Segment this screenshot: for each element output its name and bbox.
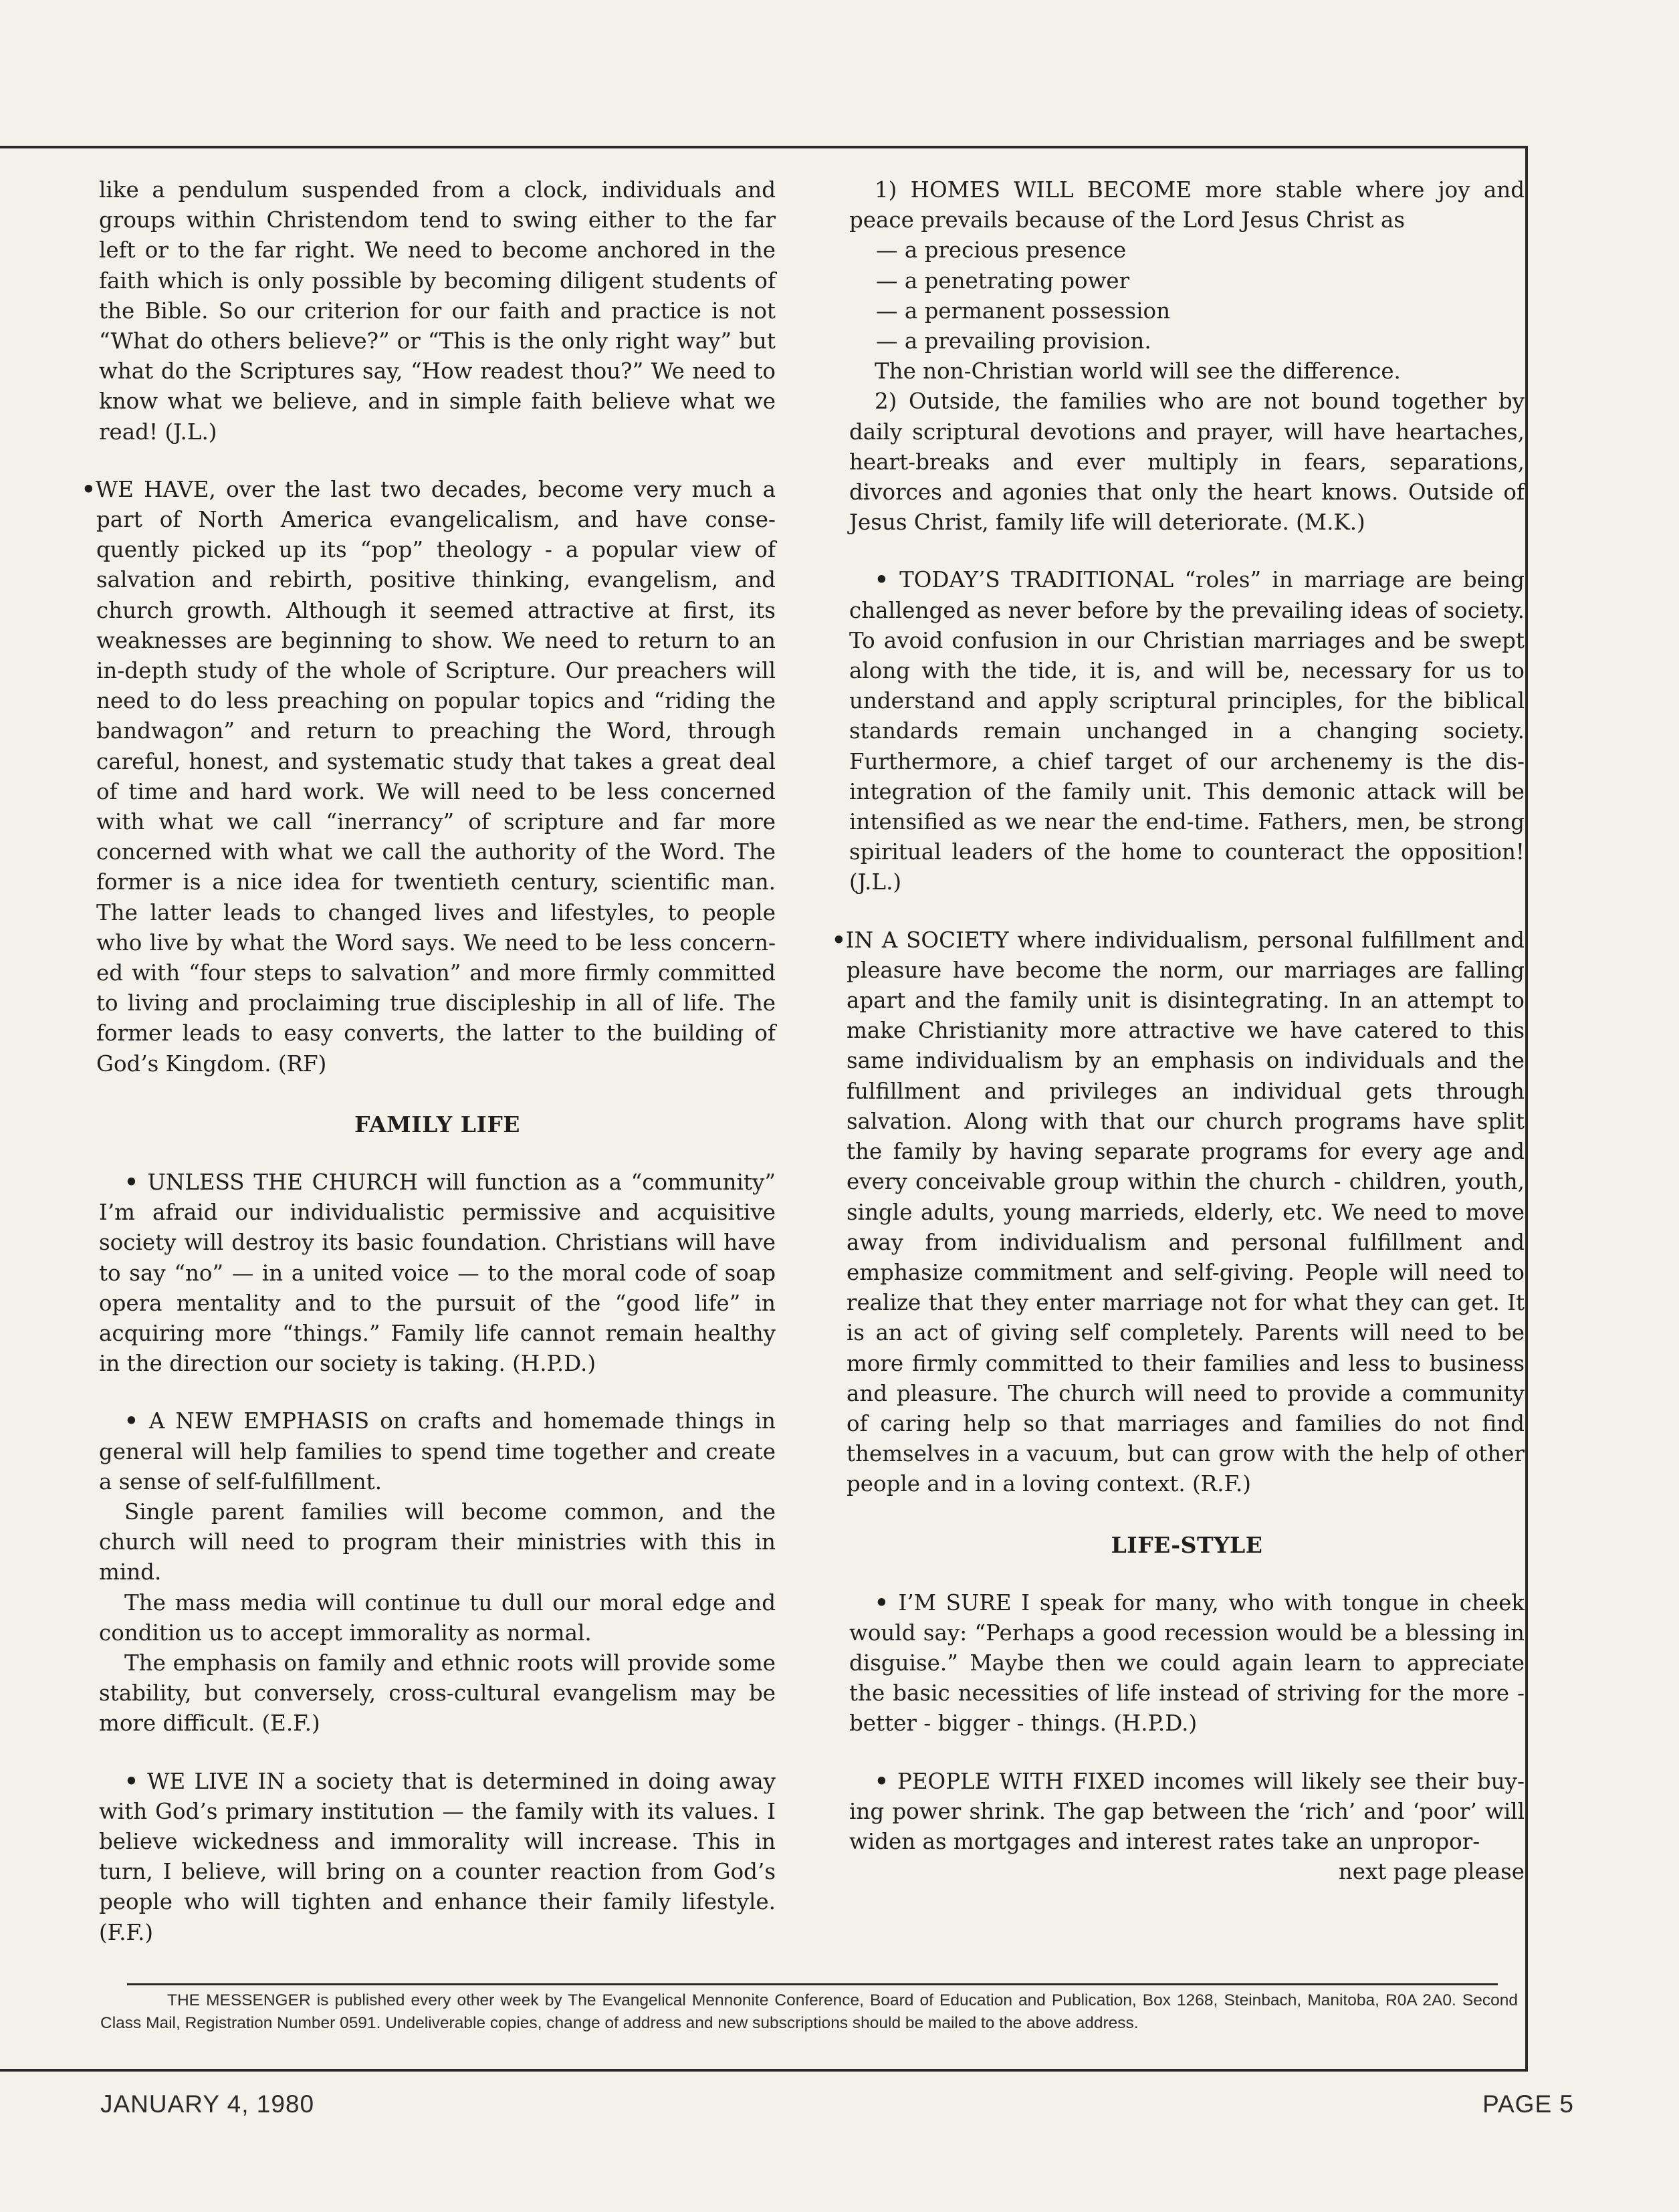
right-paragraph-4 — [849, 564, 1525, 897]
right-paragraph-6-text: I’M SURE I speak for many, who with tongue in cheek would say: “Perhaps a good recession would be a blessing in disguise.” Maybe then we could again learn to appreciate the basic necessities of life instead of striving for the more - better - bigger - things. (H.P.D.) — [849, 1589, 1525, 1737]
continued-note: next page please — [1338, 1859, 1525, 1885]
bullet-icon: • — [124, 1767, 138, 1794]
left-column — [82, 175, 776, 1948]
page-number: PAGE 5 — [1482, 2090, 1574, 2118]
left-paragraph-5: Single parent families will become common, and the church will need to program their ministries with this in mind. — [99, 1499, 776, 1585]
right-paragraph-1: 1) HOMES WILL BECOME more stable where joy and peace prevails because of the Lord Jesus Christ as — [849, 177, 1525, 233]
dash-item: — a prevailing provision. — [876, 328, 1151, 354]
right-paragraph-2: The non-Christian world will see the difference. — [875, 358, 1401, 384]
bullet-icon: • — [875, 1589, 889, 1616]
bullet-icon: • — [124, 1408, 138, 1434]
left-paragraph-2 — [82, 474, 776, 1079]
bullet-icon: • — [875, 566, 889, 593]
bullet-icon: • — [875, 1767, 889, 1794]
dash-item: — a permanent possession — [876, 298, 1171, 324]
left-paragraph-8-text: WE LIVE IN a society that is determined in doing away with God’s primary institution — the family with its values. I believe wickedness and immorality will increase. This in turn, I believe, will bring on a counter reaction from God’s people who will tighten and enhance their family lifestyle. (F.F.) — [99, 1768, 776, 1945]
right-paragraph-7 — [849, 1766, 1525, 1858]
footer-divider — [127, 1983, 1498, 1985]
left-paragraph-8 — [99, 1766, 776, 1948]
left-paragraph-7: The emphasis on family and ethnic roots will provide some stability, but conversely, cross-cultural evangelism may be more difficult. (E.F.) — [99, 1650, 776, 1737]
right-paragraph-3: 2) Outside, the families who are not bound together by daily scriptural devotions and prayer, will have heartaches, heart-breaks and ever multiply in fears, separations, divorces and agonies that only the heart knows. Outside of Jesus Christ, family life will deteriorate. (M.K.) — [849, 389, 1525, 536]
left-paragraph-6: The mass media will continue tu dull our moral edge and condition us to accept immorality as normal. — [99, 1589, 776, 1646]
right-paragraph-5 — [832, 925, 1525, 1500]
right-paragraph-4-text: TODAY’S TRADITIONAL “roles” in marriage are being challenged as never before by the prevailing ideas of society. To avoid confusion in our Christian marriages and be swept along with the tide, it is, and will be, necessary for us to understand and apply scriptural principles, for the biblical standards remain unchanged in a changing society. Furthermore, a chief target of our archenemy is the disintegration of the family unit. This demonic attack will be intensified as we near the end-time. Fathers, men, be strong spiritual leaders of the home to counteract the opposition! (J.L.) — [849, 567, 1525, 895]
left-paragraph-2-text: WE HAVE, over the last two decades, become very much a part of North America evangelicalism, and have consequently picked up its “pop” theology - a popular view of salvation and rebirth, positive thinking, evangelism, and church growth. Although it seemed attractive at first, its weaknesses are beginning to show. We need to return to an in-depth study of the whole of Scripture. Our preachers will need to do less preaching on popular topics and “riding the bandwagon” and return to preaching the Word, through careful, honest, and systematic study that takes a great deal of time and hard work. We will need to be less concerned with what we call “inerrancy” of scripture and far more concerned with what we call the authority of the Word. The former is a nice idea for twentieth century, scientific man. The latter leads to changed lives and lifestyles, to people who live by what the Word says. We need to be less concerned with “four steps to salvation” and more firmly committed to living and proclaiming true discipleship in all of life. The former leads to easy converts, the latter to the building of God’s Kingdom. (RF) — [95, 476, 776, 1077]
bullet-icon: • — [82, 475, 96, 502]
left-paragraph-4-text: A NEW EMPHASIS on crafts and homemade things in general will help families to spend time together and create a sense of self-fulfillment. — [99, 1408, 776, 1495]
right-paragraph-7-text: PEOPLE WITH FIXED incomes will likely see their buying power shrink. The gap between the ‘rich’ and ‘poor’ will widen as mortgages and interest rates take an unpropor- — [849, 1768, 1525, 1854]
heading-family-life: FAMILY LIFE — [354, 1111, 520, 1137]
right-paragraph-6 — [849, 1587, 1525, 1739]
issue-date: JANUARY 4, 1980 — [100, 2090, 315, 2118]
left-paragraph-3 — [99, 1167, 776, 1379]
bullet-icon: • — [832, 926, 846, 953]
left-paragraph-1: like a pendulum suspended from a clock, individuals and groups within Christendom tend to swing either to the far left or to the far right. We need to become anchored in the faith which is only possible by becoming diligent students of the Bible. So our criterion for our faith and practice is not “What do others believe?” or “This is the only right way” but what do the Scriptures say, “How readest thou?” We need to know what we believe, and in simple faith believe what we read! (J.L.) — [99, 177, 776, 445]
bullet-icon: • — [124, 1168, 138, 1195]
left-paragraph-4 — [99, 1406, 776, 1497]
masthead-note: THE MESSENGER is published every other week by The Evangelical Mennonite Conference, Board of Education and Publication, Box 1268, Steinbach, Manitoba, R0A 2A0. Second Class Mail, Registration Number 0591. Undeliverable copies, change of address and new subscriptions should be mailed to the above address. — [100, 1991, 1518, 2032]
dash-item: — a precious presence — [876, 237, 1127, 263]
left-paragraph-3-text: UNLESS THE CHURCH will function as a “community” I’m afraid our individualistic permissive and acquisitive society will destroy its basic foundation. Christians will have to say “no” — in a united voice — to the moral code of soap opera mentality and to the pursuit of the “good life” in acquiring more “things.” Family life cannot remain healthy in the direction our society is taking. (H.P.D.) — [99, 1169, 776, 1377]
right-column — [832, 175, 1525, 1887]
heading-life-style: LIFE-STYLE — [1111, 1531, 1263, 1558]
right-paragraph-5-text: IN A SOCIETY where individualism, personal fulfillment and pleasure have become the norm, our marriages are falling apart and the family unit is disintegrating. In an attempt to make Christianity more attractive we have catered to this same individualism by an emphasis on individuals and the fulfillment and privileges an individual gets through salvation. Along with that our church programs have split the family by having separate programs for every age and every conceivable group within the church - children, youth, single adults, young marrieds, elderly, etc. We need to move away from individualism and personal fulfillment and emphasize commitment and self-giving. People will need to realize that they enter marriage not for what they can get. It is an act of giving self completely. Parents will need to be more firmly committed to their families and less to business and pleasure. The church will need to provide a community of caring help so that marriages and families do not find themselves in a vacuum, but can grow with the help of other people and in a loving context. (R.F.) — [845, 927, 1525, 1497]
dash-item: — a penetrating power — [876, 267, 1130, 294]
